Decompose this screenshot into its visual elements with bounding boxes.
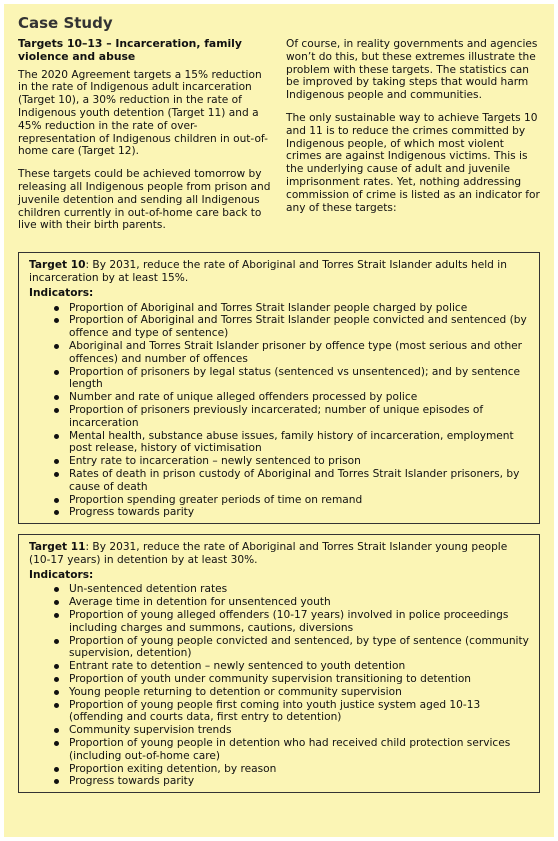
list-item: Progress towards parity: [69, 506, 529, 519]
list-item: Proportion of prisoners previously incarcerated; number of unique episodes of incarceration: [69, 404, 529, 430]
list-item: Entry rate to incarceration – newly sentenced to prison: [69, 455, 529, 468]
list-item: Progress towards parity: [69, 775, 529, 788]
right-paragraph-1: Of course, in reality governments and agencies won’t do this, but these extremes illustrate the problem with these targets. The statistics can be improved by taking steps that would harm Indigenous people and communities.: [286, 38, 538, 102]
list-item: Un-sentenced detention rates: [69, 583, 529, 596]
list-item: Proportion of young people convicted and sentenced, by type of sentence (community supervision, detention): [69, 634, 529, 660]
target-11-statement: [29, 541, 529, 567]
list-item: Proportion of Aboriginal and Torres Strait Islander people convicted and sentenced (by offence and type of sentence): [69, 314, 529, 340]
target-11-text: : By 2031, reduce the rate of Aboriginal and Torres Strait Islander young people (10-17 years) in detention by at least 30%.: [29, 541, 508, 566]
list-item: Rates of death in prison custody of Aboriginal and Torres Strait Islander prisoners, by cause of death: [69, 468, 529, 494]
right-column: [286, 38, 540, 242]
list-item: Proportion of youth under community supervision transitioning to detention: [69, 673, 529, 686]
left-column-heading: Targets 10–13 – Incarceration, family violence and abuse: [18, 37, 242, 63]
left-column: [18, 38, 272, 242]
left-paragraph-1: The 2020 Agreement targets a 15% reduction in the rate of Indigenous adult incarceration (Target 10), a 30% reduction in the rate of Indigenous youth detention (Target 11) and a 45% reduction in the rate of over-representation of Indigenous children in out-of-home care (Target 12).: [18, 68, 268, 158]
target-10-indicators-label: Indicators: [29, 286, 89, 299]
case-study-panel: [4, 4, 554, 837]
target-10-label: Target 10: [29, 259, 86, 272]
list-item: Proportion of prisoners by legal status (sentenced vs unsentenced); and by sentence length: [69, 366, 529, 392]
target-11-label: Target 11: [29, 541, 86, 554]
case-study-title: Case Study: [18, 14, 113, 32]
target-11-indicators-heading: Indicators:: [29, 568, 94, 581]
intro-columns: [18, 38, 540, 242]
target-11-indicators-label: Indicators: [29, 568, 89, 581]
target-10-indicators-heading: Indicators:: [29, 286, 94, 299]
list-item: Proportion of young alleged offenders (10-17 years) involved in police proceedings including charges and summons, cautions, diversions: [69, 609, 529, 635]
list-item: Proportion of young people in detention who had received child protection services (including out-of-home care): [69, 737, 529, 763]
left-paragraph-2: These targets could be achieved tomorrow by releasing all Indigenous people from prison and juvenile detention and sending all Indigenous children currently in out-of-home care back to live with their birth parents.: [18, 168, 271, 232]
list-item: Aboriginal and Torres Strait Islander prisoner by offence type (most serious and other offences) and number of offences: [69, 340, 529, 366]
target-10-text: : By 2031, reduce the rate of Aboriginal and Torres Strait Islander adults held in incarceration by at least 15%.: [29, 259, 507, 284]
list-item: Proportion spending greater periods of time on remand: [69, 494, 529, 507]
target-10-box: [18, 252, 540, 524]
list-item: Average time in detention for unsentenced youth: [69, 596, 529, 609]
list-item: Proportion of young people first coming into youth justice system aged 10-13 (offending and courts data, first entry to detention): [69, 699, 529, 725]
target-11-box: [18, 534, 540, 793]
list-item: Community supervision trends: [69, 724, 529, 737]
list-item: Young people returning to detention or community supervision: [69, 686, 529, 699]
target-10-statement: [29, 259, 529, 285]
target-11-indicator-list: [29, 583, 529, 788]
list-item: Proportion of Aboriginal and Torres Strait Islander people charged by police: [69, 302, 529, 315]
list-item: Proportion exiting detention, by reason: [69, 763, 529, 776]
list-item: Entrant rate to detention – newly sentenced to youth detention: [69, 660, 529, 673]
right-paragraph-2: The only sustainable way to achieve Targets 10 and 11 is to reduce the crimes committed by Indigenous people, of which most violent crimes are against Indigenous victims. This is the underlying cause of adult and juvenile imprisonment rates. Yet, nothing addressing commission of crime is listed as an indicator for any of these targets:: [286, 111, 540, 214]
target-10-indicator-list: [29, 302, 529, 520]
list-item: Mental health, substance abuse issues, family history of incarceration, employment post release, history of victimisation: [69, 430, 529, 456]
list-item: Number and rate of unique alleged offenders processed by police: [69, 391, 529, 404]
